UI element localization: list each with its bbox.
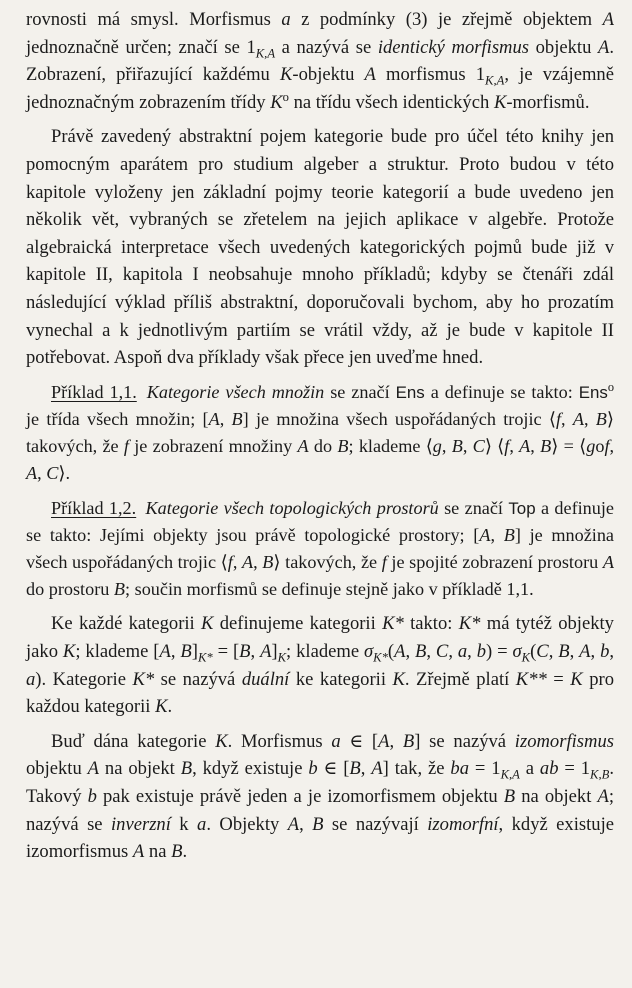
text-run: se nazývá <box>154 668 242 690</box>
text-run: ] <box>191 640 198 662</box>
text-run: Top <box>508 498 536 518</box>
text-run: ke kategorii <box>289 668 393 690</box>
text-run: . <box>182 841 188 863</box>
math-or-emphasis: B <box>451 436 463 457</box>
text-run: ] se nazývá <box>414 730 515 752</box>
math-or-emphasis: A <box>572 408 584 429</box>
text-run: ] je množina všech uspořádaných trojic ⟨ <box>26 524 615 572</box>
text-run: ∈ [ <box>317 758 350 780</box>
math-or-emphasis: B <box>171 841 183 863</box>
text-run: = <box>546 668 571 690</box>
math-or-emphasis: A <box>579 640 591 662</box>
text-run: je třída všech množin; [ <box>26 408 209 429</box>
math-or-emphasis: B <box>540 436 552 457</box>
math-or-emphasis: σ <box>512 640 522 662</box>
math-or-emphasis: B <box>262 551 274 572</box>
text-run: , <box>219 408 232 429</box>
text-run: , <box>609 436 615 457</box>
text-run: ] <box>271 640 278 662</box>
text-run: se nazývají <box>323 813 428 835</box>
math-or-emphasis: a <box>457 640 468 662</box>
text-run: a definuje se takto: <box>424 381 579 402</box>
math-or-emphasis: A <box>159 640 171 662</box>
math-or-emphasis: A <box>519 436 531 457</box>
text-run: objektu <box>529 36 598 58</box>
text-run: , <box>253 551 263 572</box>
paragraph <box>26 610 614 720</box>
math-or-emphasis: A <box>597 785 609 807</box>
text-run: , je vzájemně jednoznačným zobrazením třídy <box>26 64 614 113</box>
math-or-emphasis: B <box>239 640 251 662</box>
paragraph <box>26 6 614 116</box>
text-run: je zobrazení množiny <box>128 436 298 457</box>
math-or-emphasis: C <box>472 436 485 457</box>
text-run: k <box>170 813 198 835</box>
text-run: , <box>37 463 47 484</box>
text-run: o <box>607 379 615 394</box>
text-run: ⟩. <box>58 463 71 484</box>
math-or-emphasis: A <box>26 463 38 484</box>
math-or-emphasis: identický morfismus <box>377 36 530 58</box>
math-or-emphasis: B <box>415 640 427 662</box>
text-run: , <box>448 640 458 662</box>
text-run: ) = <box>486 640 513 662</box>
math-or-emphasis: B <box>503 524 515 545</box>
math-or-emphasis: K <box>62 640 76 662</box>
paragraph <box>26 728 614 866</box>
math-or-emphasis: A <box>597 36 610 58</box>
text-run: . Zřejmě platí <box>404 668 516 690</box>
math-or-emphasis: A <box>87 758 100 780</box>
math-or-emphasis: K <box>155 696 168 718</box>
math-or-emphasis: K* <box>197 650 213 665</box>
text-run: = [ <box>212 640 240 662</box>
text-run: pak existuje právě jeden a je izomorfismem objektu <box>96 785 504 807</box>
math-or-emphasis: C <box>435 640 449 662</box>
text-run: definujeme kategorii <box>213 613 383 635</box>
text-run: , <box>569 640 580 662</box>
text-run: Ens <box>395 382 425 402</box>
math-or-emphasis: Kategorie všech množin <box>146 381 325 402</box>
text-run: ⟩ = ⟨ <box>551 436 587 457</box>
text-run: jednoznačně určen; značí se 1 <box>26 36 256 58</box>
math-or-emphasis: K,B <box>590 767 610 782</box>
math-or-emphasis: B <box>312 813 324 835</box>
text-run: , <box>299 813 313 835</box>
math-or-emphasis: f <box>381 551 387 572</box>
text-run: se značí <box>324 381 396 402</box>
text-run: Právě zavedený abstraktní pojem kategorie bude pro účel této knihy jen pomocným aparátem pro studium algeber a struktur. Proto budou v této kapitole vyloženy jen základní pojmy teorie kategorií a bude uvedeno jen několik vět, vybraných se zřetelem na jejich aplikace v algebře. Protože algebraická interpretace všech uvedených kategorických pojmů bude již v kapitole II, kapitola I neobsahuje mnoho příkladů; kdyby se čtenáři zdál následující výklad příliš abstraktní, doporučovali bychom, aby ho prozatím vynechal a k jednotlivým partiím se vrátil vždy, až je bude v kapitole II potřebovat. Aspoň dva příklady však přece jen uveďme hned. <box>26 126 614 369</box>
text-run: , <box>441 436 452 457</box>
text-run: ⟩ takových, že <box>273 551 382 572</box>
text-run: , <box>548 640 559 662</box>
math-or-emphasis: B <box>231 408 243 429</box>
math-or-emphasis: B <box>503 785 516 807</box>
example-paragraph <box>26 379 614 488</box>
text-run: ; klademe <box>286 640 364 662</box>
math-or-emphasis: f <box>604 436 610 457</box>
math-or-emphasis: izomorfní <box>427 813 499 835</box>
math-or-emphasis: b <box>308 758 318 780</box>
text-run: , <box>389 730 403 752</box>
text-run: ; klademe [ <box>75 640 160 662</box>
math-or-emphasis: B <box>402 730 415 752</box>
text-run: na <box>144 841 172 863</box>
math-or-emphasis: K,A <box>255 46 276 61</box>
text-run: morfismus 1 <box>375 64 486 86</box>
text-run: , <box>583 408 596 429</box>
math-or-emphasis: A <box>479 524 491 545</box>
text-run: . Zobrazení, přiřazující každému <box>26 36 614 86</box>
text-run: , <box>490 524 504 545</box>
math-or-emphasis: K <box>201 613 214 635</box>
math-or-emphasis: K <box>392 668 405 690</box>
math-or-emphasis: K <box>570 668 583 690</box>
math-or-emphasis: A <box>602 551 614 572</box>
text-run: o <box>282 89 289 104</box>
text-run: , když existuje izomorfismus <box>26 813 615 863</box>
math-or-emphasis: σ <box>364 640 374 662</box>
page-text <box>26 6 614 866</box>
paragraph <box>26 123 614 371</box>
text-run: . Takový <box>26 758 614 807</box>
text-run: ( <box>530 640 537 662</box>
math-or-emphasis: C <box>536 640 549 662</box>
text-run: , <box>426 640 436 662</box>
text-run: rovnosti má smysl. Morfismus <box>26 9 282 30</box>
math-or-emphasis: A <box>371 758 383 780</box>
math-or-emphasis: B <box>558 640 570 662</box>
text-run: , <box>609 640 615 662</box>
math-or-emphasis: b <box>476 640 487 662</box>
text-run: ; klademe ⟨ <box>348 436 433 457</box>
math-or-emphasis: A <box>297 436 309 457</box>
text-run: takto: <box>403 613 459 635</box>
example-heading: Příklad 1,2. <box>51 497 137 518</box>
text-run: a definuje se takto: Jejími objekty jsou právě topologické prostory; [ <box>26 497 614 545</box>
math-or-emphasis: A <box>394 640 406 662</box>
text-run: má tytéž objekty jako <box>26 613 614 662</box>
math-or-emphasis: K* <box>132 668 155 690</box>
text-run: ). Kategorie <box>35 668 133 690</box>
text-run: z podmínky (3) je zřejmě objektem <box>290 9 603 30</box>
math-or-emphasis: ba <box>450 758 469 780</box>
text-run: , <box>462 436 473 457</box>
math-or-emphasis: f <box>123 436 129 457</box>
text-run: ] je množina všech uspořádaných trojic ⟨ <box>242 408 556 429</box>
text-run: -objektu <box>292 64 365 86</box>
text-run: objektu <box>26 758 88 780</box>
text-run: , <box>170 640 181 662</box>
text-run: , <box>467 640 477 662</box>
text-run: , <box>561 408 573 429</box>
math-or-emphasis: B <box>180 758 193 780</box>
text-run: do prostoru <box>26 579 114 600</box>
text-run: na třídu všech identických <box>288 91 494 113</box>
math-or-emphasis: duální <box>241 668 290 690</box>
math-or-emphasis: A <box>208 408 220 429</box>
text-run: . Morfismus <box>227 730 332 752</box>
example-paragraph <box>26 495 614 604</box>
text-run: se značí <box>438 497 509 518</box>
text-run: , <box>530 436 541 457</box>
text-run: . Objekty <box>206 813 288 835</box>
text-run: , když existuje <box>192 758 309 780</box>
text-run: ; součin morfismů se definuje stejně jako v příkladě 1,1. <box>125 579 534 600</box>
math-or-emphasis: A <box>364 64 376 86</box>
math-or-emphasis: g <box>432 436 442 457</box>
math-or-emphasis: b <box>87 785 97 807</box>
math-or-emphasis: C <box>46 463 59 484</box>
text-run: a nazývá se <box>275 36 378 58</box>
text-run: , <box>250 640 261 662</box>
math-or-emphasis: B <box>180 640 192 662</box>
text-run: Ke každé kategorii <box>51 613 202 635</box>
text-run: ⟩ ⟨ <box>484 436 505 457</box>
math-or-emphasis: a <box>281 9 291 30</box>
text-run: , <box>360 758 372 780</box>
math-or-emphasis: A <box>260 640 272 662</box>
text-run: pro každou kategorii <box>26 668 614 718</box>
math-or-emphasis: K <box>215 730 228 752</box>
math-or-emphasis: A <box>602 9 614 30</box>
text-run: ; nazývá se <box>26 785 614 835</box>
math-or-emphasis: K <box>277 650 287 665</box>
math-or-emphasis: a <box>331 730 341 752</box>
text-run: ∈ [ <box>340 730 379 752</box>
text-run: Ens <box>578 382 608 402</box>
math-or-emphasis: f <box>504 436 510 457</box>
text-run: , <box>232 551 242 572</box>
text-run: , <box>590 640 601 662</box>
text-run: do <box>308 436 338 457</box>
math-or-emphasis: B <box>595 408 607 429</box>
text-run: = 1 <box>558 758 591 780</box>
math-or-emphasis: A <box>287 813 300 835</box>
math-or-emphasis: K** <box>515 668 547 690</box>
math-or-emphasis: izomorfismus <box>514 730 614 752</box>
math-or-emphasis: b <box>600 640 610 662</box>
math-or-emphasis: B <box>113 579 126 600</box>
text-run: na objekt <box>515 785 598 807</box>
example-heading: Příklad 1,1. <box>51 381 137 402</box>
math-or-emphasis: K,A <box>485 73 505 88</box>
text-run: a <box>519 758 540 780</box>
math-or-emphasis: Kategorie všech topologických prostorů <box>145 497 439 518</box>
text-run: ( <box>387 640 395 662</box>
text-run: , <box>405 640 416 662</box>
math-or-emphasis: a <box>26 668 36 690</box>
math-or-emphasis: f <box>227 551 233 572</box>
text-run: , <box>509 436 520 457</box>
math-or-emphasis: A <box>242 551 254 572</box>
text-run: je spojité zobrazení prostoru <box>386 551 603 572</box>
math-or-emphasis: K,A <box>500 767 520 782</box>
math-or-emphasis: K* <box>458 613 481 635</box>
text-run: o <box>595 436 605 457</box>
math-or-emphasis: ab <box>539 758 559 780</box>
text-run: . <box>167 696 173 718</box>
text-run: ] tak, že <box>382 758 451 780</box>
math-or-emphasis: K <box>280 64 293 86</box>
math-or-emphasis: K <box>521 650 531 665</box>
math-or-emphasis: A <box>132 841 145 863</box>
math-or-emphasis: f <box>555 408 562 429</box>
text-run: -morfismů. <box>506 91 590 113</box>
math-or-emphasis: B <box>349 758 361 780</box>
text-run: Buď dána kategorie <box>51 730 216 752</box>
math-or-emphasis: g <box>586 436 596 457</box>
text-run: = 1 <box>469 758 501 780</box>
text-run: na objekt <box>99 758 181 780</box>
math-or-emphasis: K* <box>373 650 388 665</box>
math-or-emphasis: B <box>337 436 349 457</box>
math-or-emphasis: K <box>493 91 507 113</box>
math-or-emphasis: K* <box>382 613 404 635</box>
math-or-emphasis: K <box>270 91 283 113</box>
math-or-emphasis: a <box>197 813 207 835</box>
math-or-emphasis: inverzní <box>110 813 171 835</box>
math-or-emphasis: A <box>378 730 390 752</box>
text-run: ⟩ takových, že <box>26 408 614 457</box>
